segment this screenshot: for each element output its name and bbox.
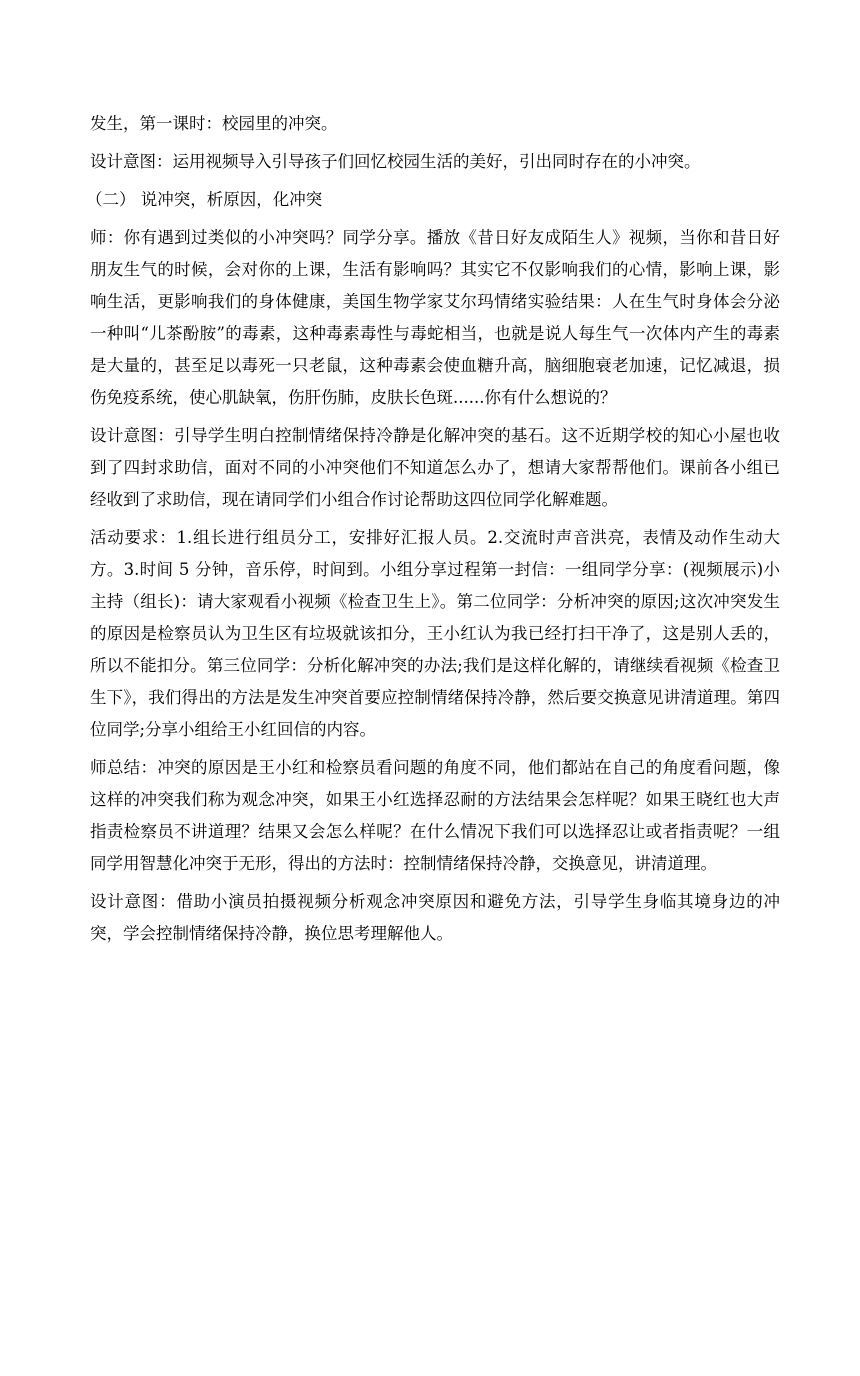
section-heading-2: （二） 说冲突，析原因，化冲突 [86, 190, 323, 209]
paragraph-design-intent-1: 设计意图：运用视频导入引导孩子们回忆校园生活的美好，引出同时存在的小冲突。 [90, 152, 701, 171]
paragraph-lesson-intro: 发生，第一课时：校园里的冲突。 [90, 114, 338, 133]
paragraph-teacher-question: 师：你有遇到过类似的小冲突吗？同学分享。播放《昔日好友成陌生人》视频，当你和昔日好朋友生气的时候，会对你的上课，生活有影响吗？其实它不仅影响我们的心情，影响上课，影响生活，更影响我们的身体健康，美国生物学家艾尔玛情绪实验结果：人在生气时身体会分泌一种叫“儿茶酚胺”的毒素，这种毒素毒性与毒蛇相当，也就是说人每生气一次体内产生的毒素是大量的，甚至足以毒死一只老鼠，这种毒素会使血糖升高，脑细胞衰老加速，记忆减退，损伤免疫系统，使心肌缺氧，伤肝伤肺，皮肤长色斑......你有什么想说的？ [90, 228, 780, 407]
paragraph-activity-requirements: 活动要求：1.组长进行组员分工，安排好汇报人员。2.交流时声音洪亮，表情及动作生动大方。3.时间 5 分钟，音乐停，时间到。小组分享过程第一封信：一组同学分享：(视频展示)小主持（组长)：请大家观看小视频《检查卫生上》。第二位同学：分析冲突的原因;这次冲突发生的原因是检察员认为卫生区有垃圾就该扣分，王小红认为我已经打扫干净了，这是别人丢的，所以不能扣分。第三位同学：分析化解冲突的办法;我们是这样化解的，请继续看视频《检查卫生下》，我们得出的方法是发生冲突首要应控制情绪保持冷静，然后要交换意见讲清道理。第四位同学;分享小组给王小红回信的内容。 [90, 528, 780, 739]
paragraph-teacher-summary: 师总结：冲突的原因是王小红和检察员看问题的角度不同，他们都站在自己的角度看问题，像这样的冲突我们称为观念冲突，如果王小红选择忍耐的方法结果会怎样呢？如果王晓红也大声指责检察员不讲道理？结果又会怎么样呢？在什么情况下我们可以选择忍让或者指责呢？一组同学用智慧化冲突于无形，得出的方法时：控制情绪保持冷静，交换意见，讲清道理。 [90, 758, 780, 873]
document-page [86, 108, 780, 956]
paragraph-design-intent-3: 设计意图：借助小演员拍摄视频分析观念冲突原因和避免方法，引导学生身临其境身边的冲突，学会控制情绪保持冷静，换位思考理解他人。 [90, 892, 780, 943]
paragraph-design-intent-2: 设计意图：引导学生明白控制情绪保持冷静是化解冲突的基石。这不近期学校的知心小屋也收到了四封求助信，面对不同的小冲突他们不知道怎么办了，想请大家帮帮他们。课前各小组已经收到了求助信，现在请同学们小组合作讨论帮助这四位同学化解难题。 [90, 426, 780, 509]
